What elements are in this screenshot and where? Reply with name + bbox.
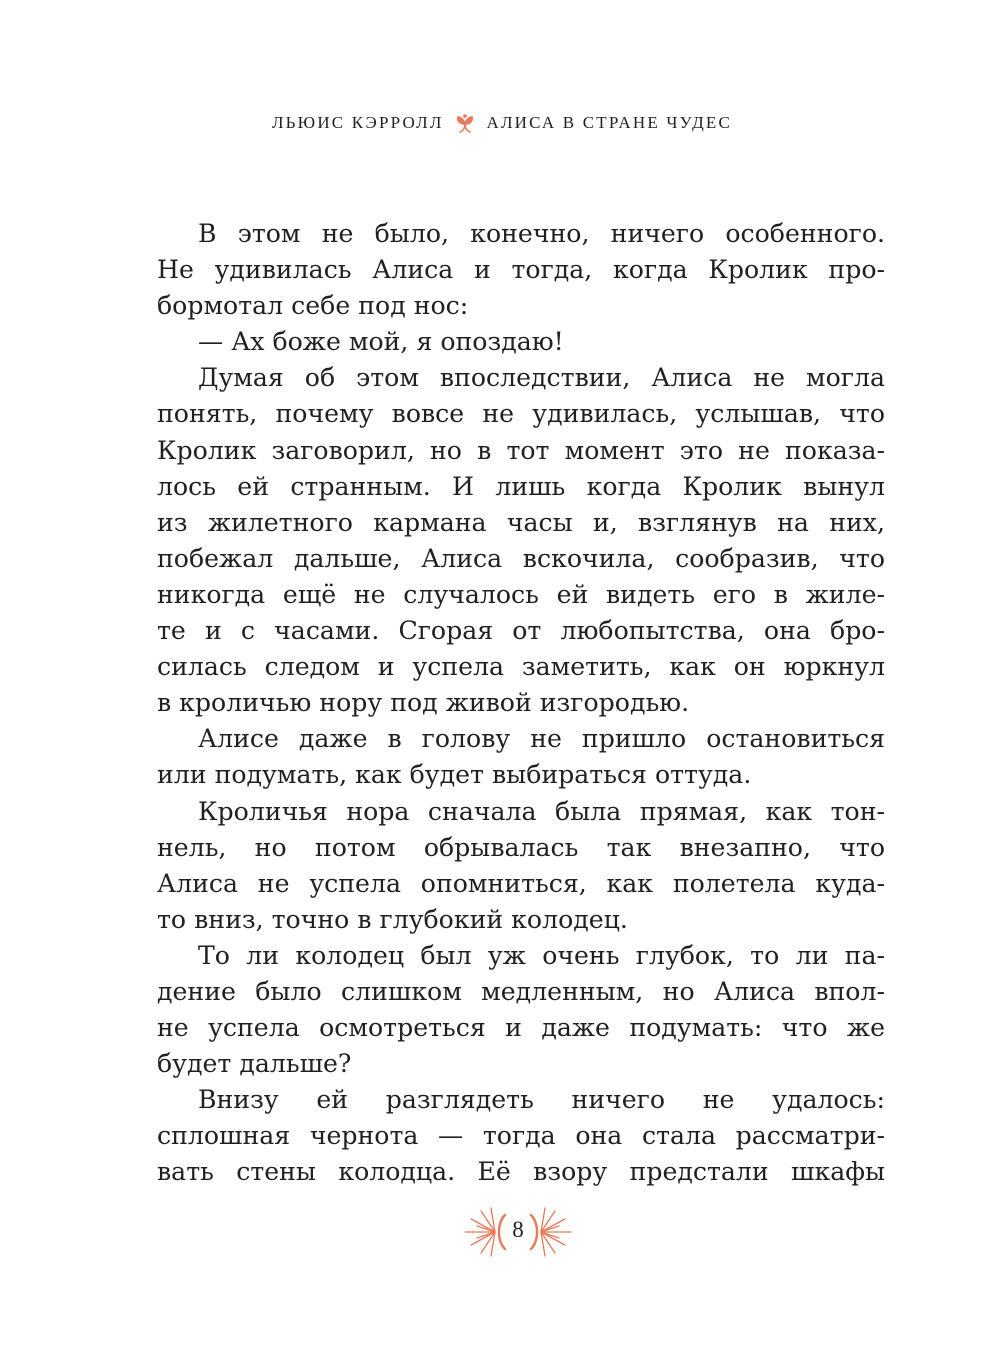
- text-line: Думая об этом впоследствии, Алиса не могла: [198, 363, 885, 393]
- text-line: то вниз, точно в глубокий колодец.: [157, 904, 628, 934]
- text-line: дение было слишком медленным, но Алиса впол-: [157, 976, 885, 1006]
- text-line: — Ах боже мой, я опоздаю!: [198, 327, 564, 357]
- running-head: [0, 112, 1004, 134]
- text-line: понять, почему вовсе не удивилась, услышав, что: [157, 399, 885, 429]
- text-line: Кроличья нора сначала была прямая, как тон-: [198, 796, 885, 826]
- running-head-title: АЛИСА В СТРАНЕ ЧУДЕС: [486, 113, 733, 133]
- page-folio: [461, 1205, 575, 1259]
- paragraph: [157, 721, 885, 793]
- text-line: те и с часами. Сгорая от любопытства, она бро-: [157, 616, 885, 646]
- text-line: лось ей странным. И лишь когда Кролик вынул: [157, 471, 885, 501]
- text-line: бормотал себе под нос:: [157, 291, 469, 321]
- running-head-author: ЛЬЮИС КЭРРОЛЛ: [271, 113, 444, 133]
- page-number: 8: [512, 1217, 524, 1242]
- text-line: В этом не было, конечно, ничего особенного.: [198, 219, 885, 248]
- text-line: нель, но потом обрывалась так внезапно, что: [157, 832, 885, 862]
- text-line: сплошная чернота — тогда она стала рассматри-: [157, 1121, 885, 1151]
- paragraph: [157, 1082, 885, 1190]
- text-line: Внизу ей разглядеть ничего не удалось:: [198, 1085, 885, 1115]
- text-line: вать стены колодца. Её взору предстали шкафы: [157, 1157, 885, 1187]
- text-line: никогда ещё не случалось ей видеть его в жиле-: [157, 579, 885, 609]
- text-line: будет дальше?: [157, 1049, 352, 1079]
- text-line: Алисе даже в голову не пришло остановиться: [198, 724, 885, 754]
- text-line: из жилетного кармана часы и, взглянув на них,: [157, 507, 885, 537]
- text-line: в кроличью нору под живой изгородью.: [157, 688, 690, 718]
- text-line: не успела осмотреться и даже подумать: что же: [157, 1013, 885, 1043]
- text-line: Не удивилась Алиса и тогда, когда Кролик про-: [157, 255, 885, 285]
- paragraph: [157, 324, 885, 360]
- text-line: То ли колодец был уж очень глубок, то ли па-: [198, 940, 885, 970]
- text-line: побежал дальше, Алиса вскочила, сообразив, что: [157, 543, 885, 573]
- text-line: Кролик заговорил, но в тот момент это не показа-: [157, 435, 885, 465]
- flower-ornament-icon: [454, 112, 476, 134]
- paragraph: [157, 938, 885, 1082]
- paragraph: [157, 794, 885, 938]
- text-line: или подумать, как будет выбираться оттуда.: [157, 760, 752, 790]
- text-line: силась следом и успела заметить, как он юркнул: [157, 652, 885, 682]
- body-text: [157, 216, 885, 1191]
- text-line: Алиса не успела опомниться, как полетела куда-: [157, 868, 885, 898]
- paragraph: [157, 360, 885, 721]
- paragraph: [157, 216, 885, 324]
